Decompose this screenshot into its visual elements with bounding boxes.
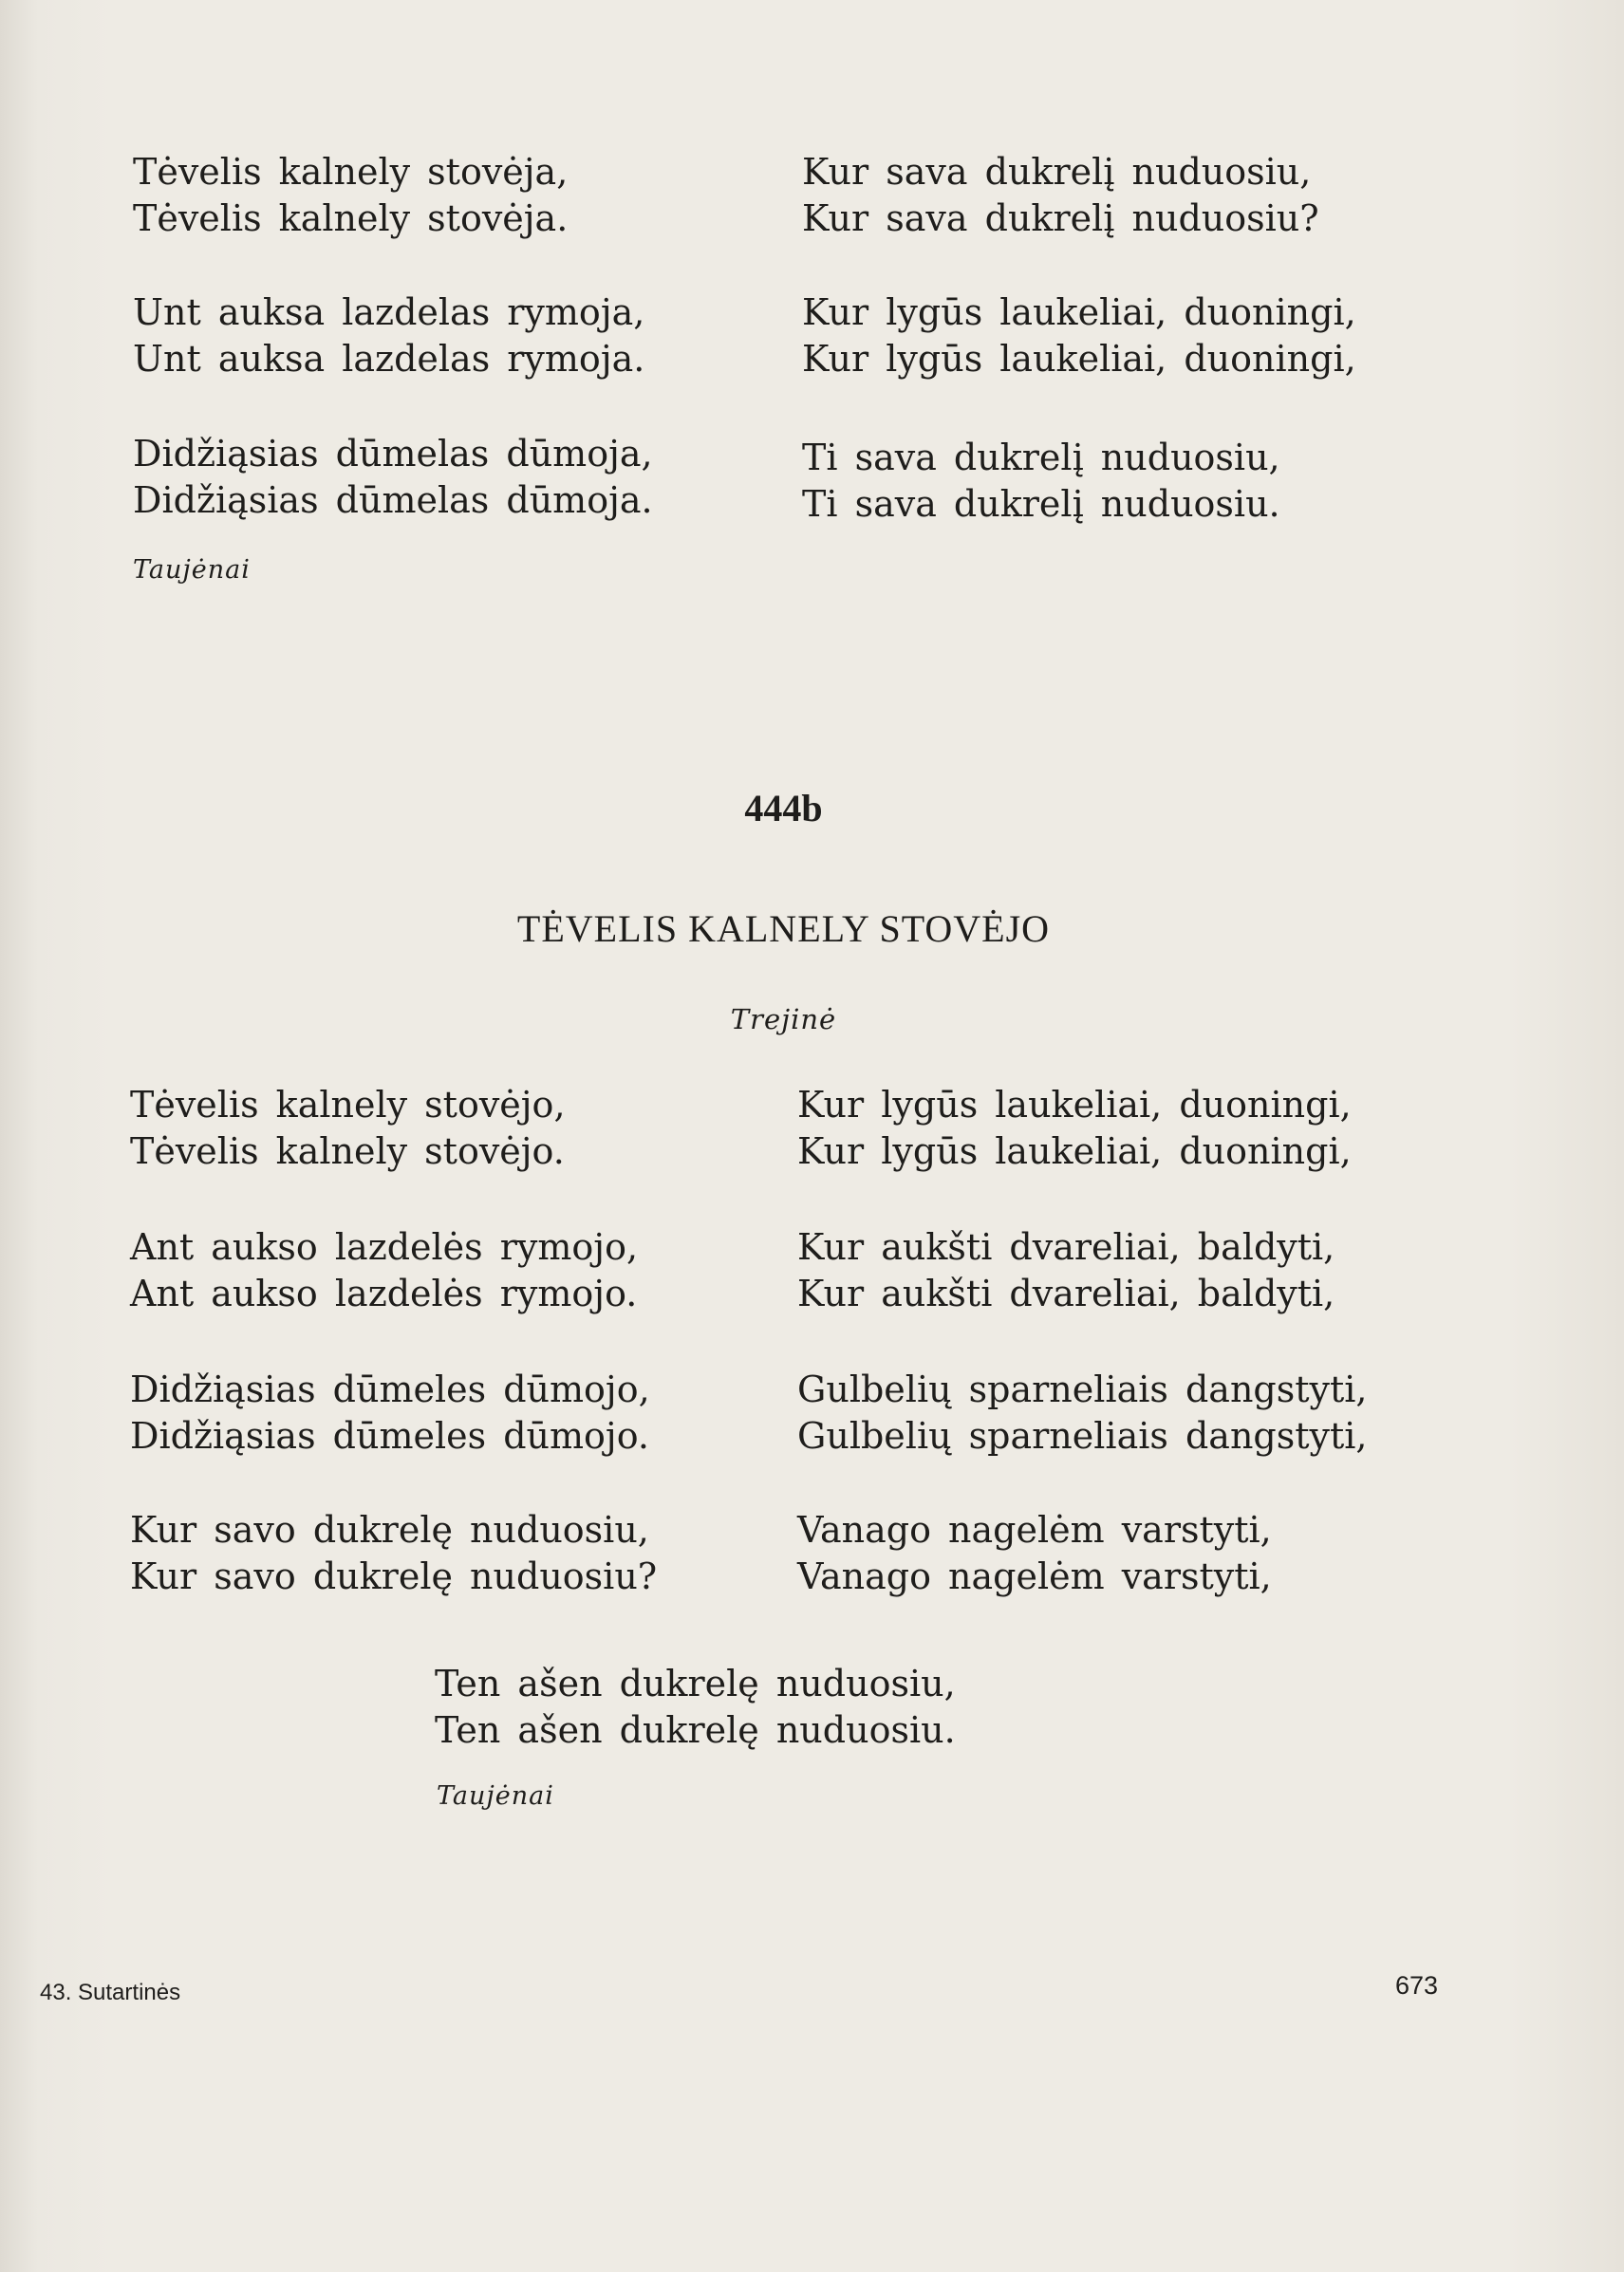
verse-line: Didžiąsias dūmelas dūmoja, — [133, 433, 653, 475]
verse-line: Kur lygūs laukeliai, duoningi, — [797, 1130, 1352, 1172]
song-title: TĖVELIS KALNELY STOVĖJO — [516, 907, 1051, 950]
song-subtitle: Trejinė — [730, 1003, 837, 1035]
verse-line: Kur savo dukrelę nuduosiu, — [130, 1509, 649, 1551]
verse-line: Vanago nagelėm varstyti, — [797, 1509, 1272, 1551]
verse-line: Ten ašen dukrelę nuduosiu. — [435, 1709, 956, 1751]
verse-line: Kur aukšti dvareliai, baldyti, — [797, 1273, 1335, 1314]
verse-line: Didžiąsias dūmelas dūmoja. — [133, 479, 653, 521]
verse-line: Gulbelių sparneliais dangstyti, — [797, 1415, 1368, 1457]
top-left-stanza-2 — [133, 289, 644, 382]
right-stanza-2 — [797, 1224, 1335, 1317]
verse-line: Tėvelis kalnely stovėjo. — [130, 1130, 565, 1172]
verse-line: Kur sava dukrelį nuduosiu? — [802, 197, 1319, 239]
verse-line: Tėvelis kalnely stovėja, — [133, 151, 569, 193]
top-right-stanza-1 — [802, 149, 1319, 242]
song-number: 444b — [744, 787, 823, 829]
right-stanza-3 — [797, 1367, 1367, 1460]
top-left-stanza-1 — [133, 149, 568, 242]
right-stanza-4 — [797, 1507, 1272, 1600]
verse-line: Unt auksa lazdelas rymoja, — [133, 291, 645, 333]
right-stanza-1 — [797, 1082, 1352, 1175]
left-stanza-4 — [130, 1507, 657, 1600]
verse-line: Gulbelių sparneliais dangstyti, — [797, 1369, 1368, 1410]
top-right-stanza-3 — [802, 435, 1280, 528]
verse-line: Ten ašen dukrelę nuduosiu, — [435, 1663, 956, 1704]
verse-line: Didžiąsias dūmeles dūmojo. — [130, 1415, 649, 1457]
left-stanza-1 — [130, 1082, 566, 1175]
printer-signature: 43. Sutartinės — [40, 1980, 181, 2005]
top-place-name: Taujėnai — [133, 555, 251, 585]
verse-line: Kur lygūs laukeliai, duoningi, — [797, 1084, 1352, 1126]
final-stanza — [435, 1661, 956, 1754]
verse-line: Kur sava dukrelį nuduosiu, — [802, 151, 1312, 193]
top-right-stanza-2 — [802, 289, 1356, 382]
top-left-stanza-3 — [133, 431, 653, 524]
page-number: 673 — [1395, 1971, 1439, 2000]
verse-line: Ant aukso lazdelės rymojo. — [130, 1273, 638, 1314]
verse-line: Vanago nagelėm varstyti, — [797, 1555, 1272, 1597]
left-stanza-3 — [130, 1367, 650, 1460]
verse-line: Didžiąsias dūmeles dūmojo, — [130, 1369, 650, 1410]
verse-line: Kur lygūs laukeliai, duoningi, — [802, 338, 1356, 380]
verse-line: Kur savo dukrelę nuduosiu? — [130, 1555, 658, 1597]
place-name: Taujėnai — [437, 1781, 554, 1811]
left-stanza-2 — [130, 1224, 638, 1317]
verse-line: Tėvelis kalnely stovėjo, — [130, 1084, 566, 1126]
verse-line: Kur lygūs laukeliai, duoningi, — [802, 291, 1356, 333]
verse-line: Ti sava dukrelį nuduosiu. — [802, 483, 1280, 525]
verse-line: Kur aukšti dvareliai, baldyti, — [797, 1226, 1335, 1268]
verse-line: Tėvelis kalnely stovėja. — [133, 197, 569, 239]
verse-line: Unt auksa lazdelas rymoja. — [133, 338, 645, 380]
verse-line: Ant aukso lazdelės rymojo, — [130, 1226, 639, 1268]
verse-line: Ti sava dukrelį nuduosiu, — [802, 437, 1280, 478]
